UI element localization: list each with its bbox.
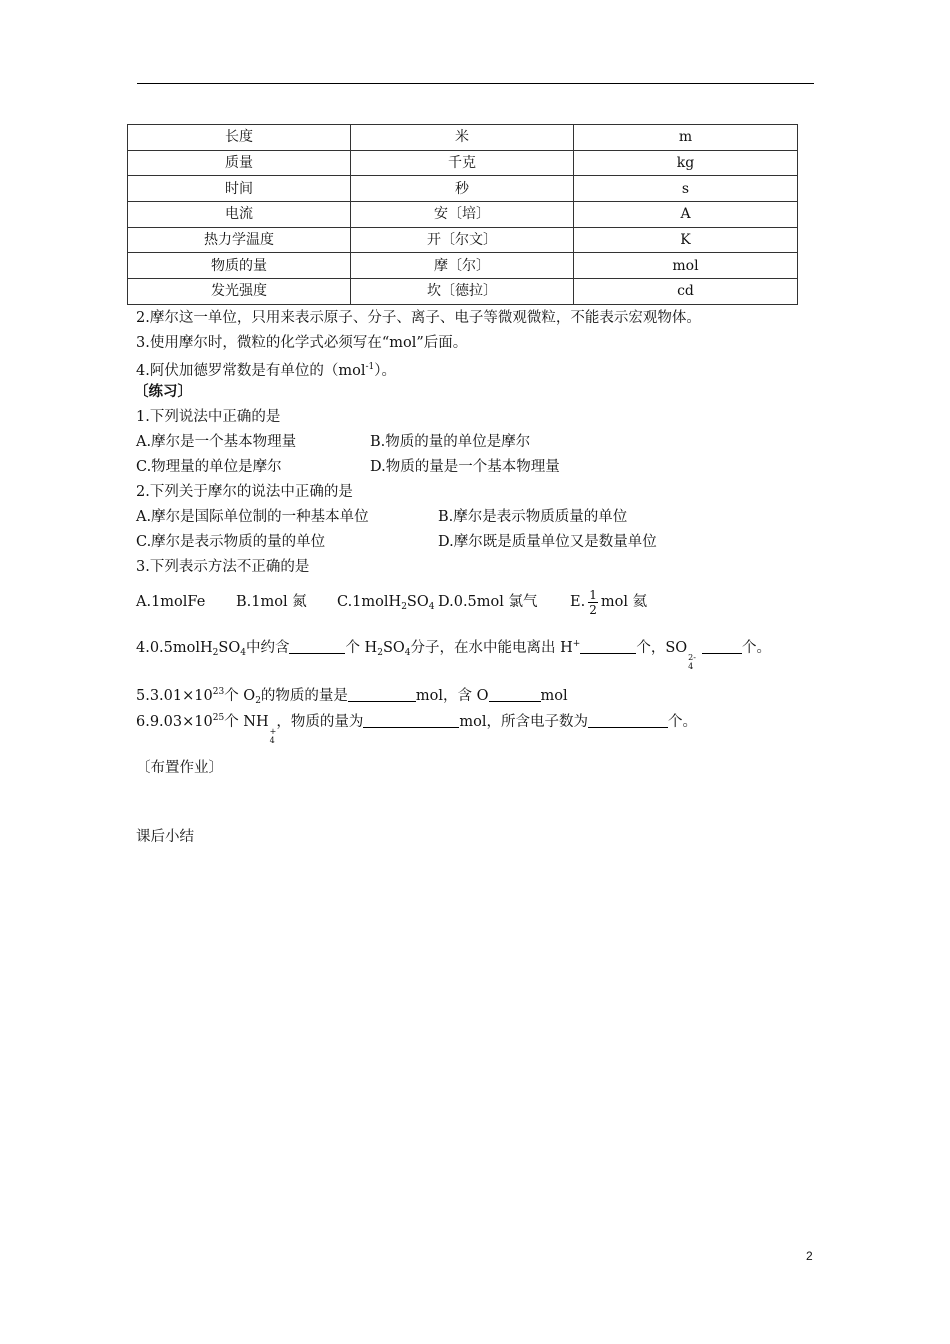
note-4	[136, 357, 396, 381]
q5-t2: 个 O	[224, 688, 256, 704]
q3-option-b: B.1mol 氮	[236, 594, 307, 610]
q4-ion-top: 2-	[688, 653, 696, 662]
q4-t2: SO	[218, 640, 241, 656]
q5-t1: 5.3.01×10	[136, 688, 213, 704]
q5-sub: 2	[255, 696, 261, 706]
q6-t3: ，物质的量为	[276, 714, 364, 730]
table-row	[128, 176, 798, 202]
q3-e-numerator: 1	[589, 587, 597, 602]
note-2: 2.摩尔这一单位，只用来表示原子、分子、离子、电子等微观微粒，不能表示宏观物体。	[136, 310, 701, 326]
q4-ion-charge	[688, 653, 696, 671]
q6	[136, 708, 697, 745]
quantity-cell: 时间	[128, 176, 351, 202]
note-4-text: 4.阿伏加德罗常数是有单位的（mol	[136, 363, 366, 379]
q6-t2: 个 NH	[224, 714, 269, 730]
note-3: 3.使用摩尔时，微粒的化学式必须写在“mol”后面。	[136, 335, 468, 351]
q5	[136, 682, 568, 711]
q5-blank-2[interactable]	[489, 686, 541, 702]
q4-ion-bottom: 4	[688, 662, 694, 671]
header-rule	[137, 83, 814, 84]
q1-option-a: A.摩尔是一个基本物理量	[136, 434, 297, 450]
q5-blank-1[interactable]	[348, 686, 416, 702]
q1-option-c: C.物理量的单位是摩尔	[136, 459, 282, 475]
q4-t8: 个。	[741, 640, 771, 656]
unit-name-cell: 安〔培〕	[351, 202, 574, 228]
unit-symbol-cell: K	[574, 227, 798, 253]
q3-e-denominator: 2	[589, 602, 597, 617]
q6-t4: mol，所含电子数为	[459, 714, 588, 730]
q1-stem: 1.下列说法中正确的是	[136, 409, 281, 425]
q6-ion-bottom: 4	[269, 736, 275, 745]
q2-option-a: A.摩尔是国际单位制的一种基本单位	[136, 509, 369, 525]
q4-s1: 2	[212, 648, 219, 658]
q6-blank-1[interactable]	[363, 712, 459, 728]
q6-t5: 个。	[667, 714, 697, 730]
q5-exponent: 23	[212, 687, 225, 697]
unit-symbol-cell: A	[574, 202, 798, 228]
q4-t7: 个，SO	[636, 640, 688, 656]
table-row	[128, 202, 798, 228]
quantity-cell: 质量	[128, 150, 351, 176]
unit-symbol-cell: m	[574, 125, 798, 151]
unit-name-cell: 米	[351, 125, 574, 151]
note-4-exponent: -1	[365, 362, 375, 372]
q3-option-a: A.1molFe	[136, 594, 206, 610]
q4-s3: 2	[377, 648, 383, 658]
unit-name-cell: 千克	[351, 150, 574, 176]
q6-exponent: 25	[212, 713, 225, 723]
unit-symbol-cell: kg	[574, 150, 798, 176]
q4-s2: 4	[240, 648, 246, 658]
homework-heading: 〔布置作业〕	[136, 760, 223, 776]
q5-t3: 的物质的量是	[260, 688, 348, 704]
q4	[136, 634, 771, 671]
q6-blank-2[interactable]	[588, 712, 668, 728]
quantity-cell: 发光强度	[128, 279, 351, 305]
q4-blank-2[interactable]	[580, 638, 636, 654]
q2-option-c: C.摩尔是表示物质的量的单位	[136, 534, 326, 550]
q2-option-b: B.摩尔是表示物质质量的单位	[438, 509, 628, 525]
unit-name-cell: 秒	[351, 176, 574, 202]
si-units-table-body	[128, 125, 798, 305]
table-row	[128, 125, 798, 151]
table-row	[128, 150, 798, 176]
table-row	[128, 279, 798, 305]
q4-blank-3[interactable]	[702, 638, 742, 654]
unit-name-cell: 坎〔德拉〕	[351, 279, 574, 305]
si-units-table	[127, 124, 798, 305]
q4-t1: 4.0.5molH	[136, 640, 213, 656]
q4-blank-1[interactable]	[289, 638, 345, 654]
q3-option-c	[337, 592, 434, 617]
q5-t4: mol，含 O	[415, 688, 489, 704]
q3-c-text: C.1molH	[337, 594, 402, 610]
q3-c-sub1: 2	[401, 602, 407, 612]
q3-e-unit: mol 氦	[600, 594, 648, 610]
unit-symbol-cell: cd	[574, 279, 798, 305]
q4-t4: 个 H	[345, 640, 378, 656]
q4-t5: SO	[382, 640, 405, 656]
q3-e-label: E.	[570, 594, 586, 610]
q3-stem: 3.下列表示方法不正确的是	[136, 559, 310, 575]
q5-t5: mol	[540, 688, 568, 704]
quantity-cell: 物质的量	[128, 253, 351, 279]
q3-e-fraction	[588, 588, 598, 617]
q3-option-d: D.0.5mol 氯气	[438, 594, 538, 610]
q6-ion-top: +	[269, 727, 277, 736]
q2-option-d: D.摩尔既是质量单位又是数量单位	[438, 534, 657, 550]
quantity-cell: 热力学温度	[128, 227, 351, 253]
page-number: 2	[806, 1249, 813, 1263]
q4-t3: 中约含	[245, 640, 290, 656]
unit-name-cell: 摩〔尔〕	[351, 253, 574, 279]
q1-option-b: B.物质的量的单位是摩尔	[370, 434, 531, 450]
q4-t6: 分子，在水中能电离出 H	[410, 640, 573, 656]
q3-c-mid: SO	[406, 594, 429, 610]
q4-s4: 4	[404, 648, 411, 658]
quantity-cell: 电流	[128, 202, 351, 228]
q2-stem: 2.下列关于摩尔的说法中正确的是	[136, 484, 353, 500]
q4-sup: +	[572, 639, 581, 649]
quantity-cell: 长度	[128, 125, 351, 151]
note-4-end: ）。	[374, 363, 396, 379]
q3-c-sub2: 4	[428, 602, 435, 612]
summary-heading: 课后小结	[136, 829, 194, 845]
unit-name-cell: 开〔尔文〕	[351, 227, 574, 253]
unit-symbol-cell: s	[574, 176, 798, 202]
practice-heading: 〔练习〕	[134, 383, 192, 400]
q3-option-e	[570, 584, 647, 620]
q6-t1: 6.9.03×10	[136, 714, 213, 730]
table-row	[128, 227, 798, 253]
table-row	[128, 253, 798, 279]
q1-option-d: D.物质的量是一个基本物理量	[370, 459, 560, 475]
unit-symbol-cell: mol	[574, 253, 798, 279]
